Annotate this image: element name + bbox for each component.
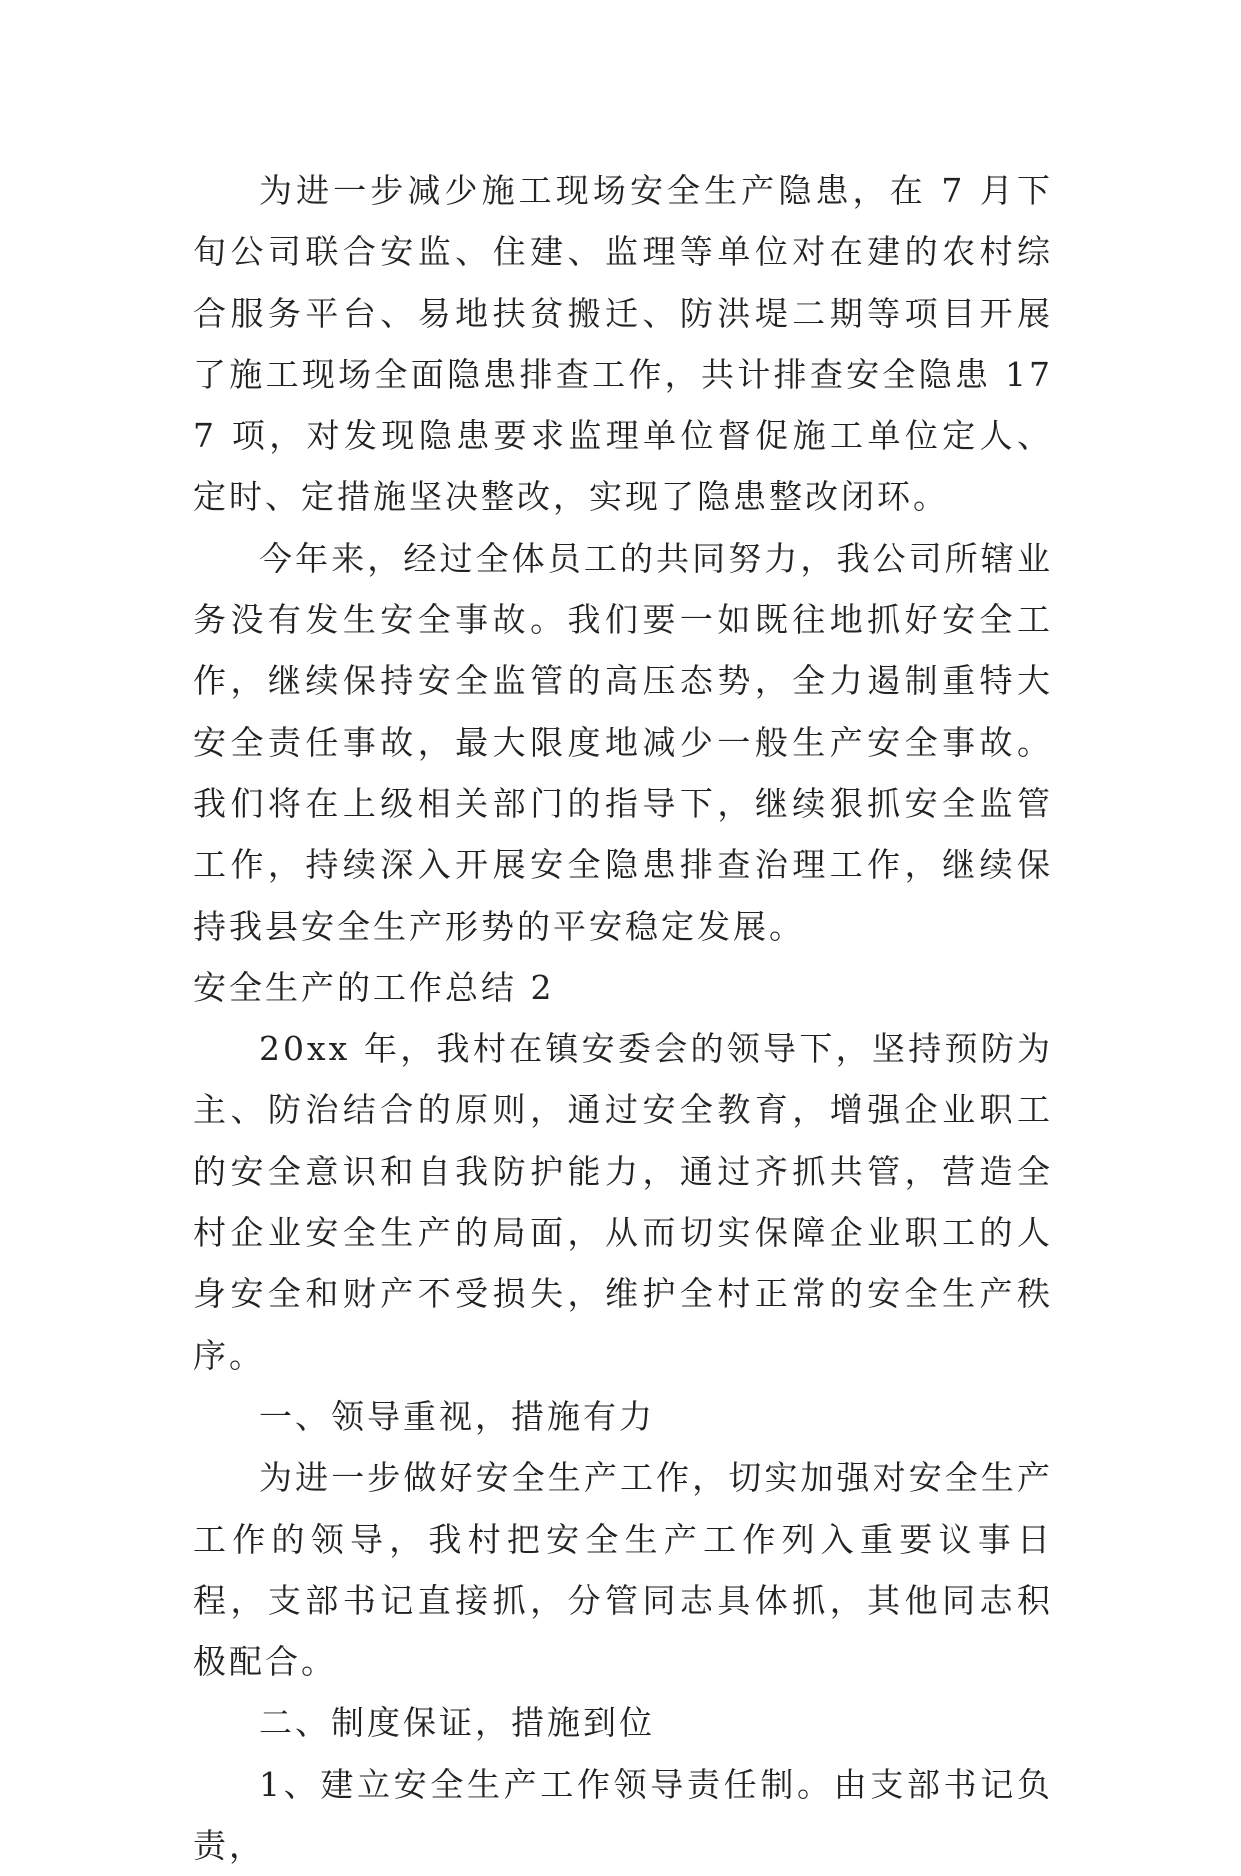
paragraph-leadership: 为进一步做好安全生产工作，切实加强对安全生产工作的领导，我村把安全生产工作列入重要议事日程，支部书记直接抓，分管同志具体抓，其他同志积极配合。 [193, 1458, 1053, 1682]
paragraph-safety-outlook: 今年来，经过全体员工的共同努力，我公司所辖业务没有发生安全事故。我们要一如既往地抓好安全工作，继续保持安全监管的高压态势，全力遏制重特大安全责任事故，最大限度地减少一般生产安全事故。我们将在上级相关部门的指导下，继续狠抓安全监管工作，持续深入开展安全隐患排查治理工作，继续保持我县安全生产形势的平安稳定发展。 [193, 538, 1053, 946]
subheading-leadership: 一、领导重视，措施有力 [259, 1396, 655, 1436]
subheading-system: 二、制度保证，措施到位 [259, 1703, 655, 1743]
paragraph-responsibility: 1、建立安全生产工作领导责任制。由支部书记负责， [193, 1764, 1053, 1866]
section-heading: 安全生产的工作总结 2 [193, 967, 555, 1007]
document-body [193, 160, 1053, 1876]
paragraph-village-summary: 20xx 年，我村在镇安委会的领导下，坚持预防为主、防治结合的原则，通过安全教育，增强企业职工的安全意识和自我防护能力，通过齐抓共管，营造全村企业安全生产的局面，从而切实保障企业职工的人身安全和财产不受损失，维护全村正常的安全生产秩序。 [193, 1029, 1053, 1375]
paragraph-hazard-inspection: 为进一步减少施工现场安全生产隐患，在 7 月下旬公司联合安监、住建、监理等单位对在建的农村综合服务平台、易地扶贫搬迁、防洪堤二期等项目开展了施工现场全面隐患排查工作，共计排查安全隐患 177 项，对发现隐患要求监理单位督促施工单位定人、定时、定措施坚决整改，实现了隐患整改闭环。 [193, 171, 1053, 517]
